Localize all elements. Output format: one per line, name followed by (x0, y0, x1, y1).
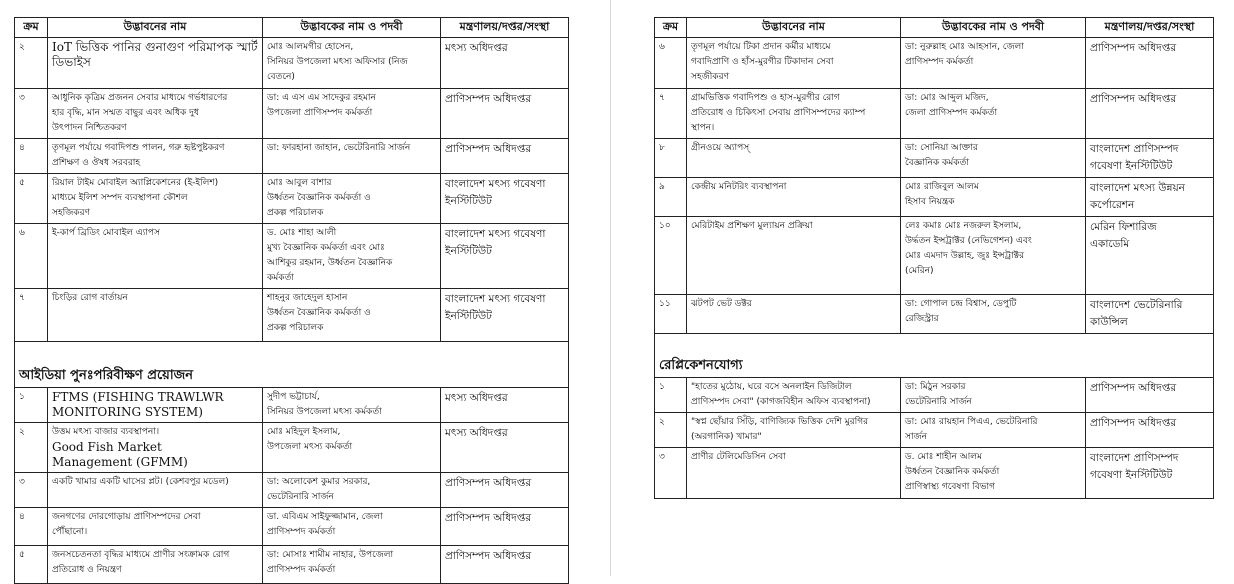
table-row (15, 289, 569, 342)
innovator-cell: ডা. এবিএম সাইফুজ্জামান, জেলা প্রাণিসম্পদ কর্মকর্তা (263, 508, 441, 546)
serial-cell: ২ (655, 413, 687, 448)
innovation-table-left (14, 17, 569, 584)
serial-cell: ৭ (655, 89, 687, 139)
innovator-cell: ড. মোঃ শাহীন আলম উর্ধ্বতন বৈজ্ঞানিক কর্মকর্তা প্রাণিস্বাস্থ্য গবেষণা বিভাগ (901, 448, 1086, 499)
innovation-name-cell: গ্রীনওয়ে অ্যাপস্ (687, 139, 901, 178)
serial-cell: ৪ (15, 139, 48, 174)
organization-cell: প্রাণিসম্পদ অধিদপ্তর (441, 508, 569, 546)
innovation-name-bn: উত্তম মৎস্য বাজার ব্যবস্থাপনা। (52, 427, 160, 437)
innovation-name-cell: ঝটপট ভেট ডক্টর (687, 295, 901, 334)
organization-cell: প্রাণিসম্পদ অধিদপ্তর (1086, 89, 1214, 139)
serial-cell: ১ (15, 388, 48, 423)
table-row (655, 38, 1214, 89)
innovator-cell: ডা: মোঃ রায়হান পিএএ, ভেটেরিনারি সার্জন (901, 413, 1086, 448)
header-organization: মন্ত্রণালয়/দপ্তর/সংস্থা (441, 18, 569, 38)
innovator-cell: ডা: ফারহানা জাহান, ভেটেরিনারি সার্জন (263, 139, 441, 174)
innovator-cell: ডা: সোনিয়া আক্তার বৈজ্ঞানিক কর্মকর্তা (901, 139, 1086, 178)
innovator-cell: মোঃ মহিদুল ইসলাম, উপজেলা মৎস্য কর্মকর্তা (263, 423, 441, 473)
innovation-name-cell: ই-কার্প ব্রিডিং মোবাইল এ্যাপস (48, 224, 263, 289)
organization-cell: বাংলাদেশ মৎস্য গবেষণা ইনস্টিটিউট (441, 224, 569, 289)
table-row (655, 217, 1214, 295)
organization-cell: প্রাণিসম্পদ অধিদপ্তর (1086, 378, 1214, 413)
innovation-name-cell: FTMS (FISHING TRAWLWR MONITORING SYSTEM) (48, 388, 263, 423)
innovator-cell: মোঃ আবুল বাশার উর্ধ্বতন বৈজ্ঞানিক কর্মকর্তা ও প্রকল্প পরিচালক (263, 174, 441, 224)
innovator-cell: ড. মোঃ শাহা আলী মুখ্য বৈজ্ঞানিক কর্মকর্তা এবং মোঃ আশিকুর রহমান, উর্ধ্বতন বৈজ্ঞানিক কর্মকর্তা (263, 224, 441, 289)
innovator-cell: ডা: মিঠুন সরকার ভেটেরিনারি সার্জন (901, 378, 1086, 413)
table-row (655, 378, 1214, 413)
table-row (15, 423, 569, 473)
organization-cell: বাংলাদেশ প্রাণিসম্পদ গবেষণা ইনস্টিটিউট (1086, 139, 1214, 178)
table-row (15, 139, 569, 174)
innovator-cell: ডা: নুরুল্লাহ মোঃ আহসান, জেলা প্রাণিসম্পদ কর্মকর্তা (901, 38, 1086, 89)
innovator-cell: ডা: গোপাল চন্দ্র বিশ্বাস, ডেপুটি রেজিস্ট্রার (901, 295, 1086, 334)
table-row (15, 388, 569, 423)
innovation-name-cell: আধুনিক কৃত্রিম প্রজনন সেবার মাধ্যমে গর্ভধারণের হার বৃদ্ধি, মান সম্মত বাছুর এবং অধিক দুধ উৎপাদন নিশ্চিতকরণ (48, 89, 263, 139)
section-row (655, 334, 1214, 378)
innovation-name-cell: রিয়াল টাইম মোবাইল অ্যাপ্লিকেশনের (ই-ইলিশ) মাধ্যমে ইলিশ সম্পদ ব্যবস্থাপনা কৌশল সহজিকরণ (48, 174, 263, 224)
innovation-name-cell: IoT ভিত্তিক পানির গুনাগুণ পরিমাপক স্মার্ট ডিভাইস (48, 38, 263, 89)
serial-cell: ২ (15, 423, 48, 473)
organization-cell: বাংলাদেশ মৎস্য গবেষণা ইনস্টিটিউট (441, 289, 569, 342)
header-innovator: উদ্ভাবকের নাম ও পদবী (263, 18, 441, 38)
organization-cell: মৎস্য অধিদপ্তর (441, 38, 569, 89)
innovation-table-right (654, 17, 1214, 499)
serial-cell: ৮ (655, 139, 687, 178)
innovation-name-cell (48, 423, 263, 473)
table-row (15, 224, 569, 289)
table-row (15, 546, 569, 584)
innovator-cell: মোঃ আলমগীর হোসেন, সিনিয়র উপজেলা মৎস্য অফিসার (নিজ বেতনে) (263, 38, 441, 89)
innovator-cell: ডা: মোঃ আব্দুল মজিদ, জেলা প্রাণিসম্পদ কর্মকর্তা (901, 89, 1086, 139)
serial-cell: ২ (15, 38, 48, 89)
organization-cell: বাংলাদেশ ভেটেরিনারি কাউন্সিল (1086, 295, 1214, 334)
innovator-cell: লেঃ কমাঃ মোঃ নজরুল ইসলাম, উর্দ্ধতন ইন্সট্রাক্টর (নেভিগেশন) এবং মোঃ এমদাদ উল্লাহ, জুঃ ইন্সট্রাক্টর (মেরিন) (901, 217, 1086, 295)
header-innovation-name: উদ্ভাবনের নাম (687, 18, 901, 38)
table-row (15, 89, 569, 139)
organization-cell: প্রাণিসম্পদ অধিদপ্তর (1086, 413, 1214, 448)
serial-cell: ১০ (655, 217, 687, 295)
organization-cell: প্রাণিসম্পদ অধিদপ্তর (1086, 38, 1214, 89)
innovation-name-cell: প্রাণীর টেলিমেডিসিন সেবা (687, 448, 901, 499)
organization-cell: মৎস্য অধিদপ্তর (441, 423, 569, 473)
innovator-cell: ডা: এ এস এম সাদেকুর রহমান উপজেলা প্রাণিসম্পদ কর্মকর্তা (263, 89, 441, 139)
organization-cell: প্রাণিসম্পদ অধিদপ্তর (441, 139, 569, 174)
header-serial: ক্রম (15, 18, 48, 38)
innovation-name-cell: জনসচেতনতা বৃদ্ধির মাধ্যমে প্রাণীর সংক্রামক রোগ প্রতিরোধ ও নিয়ন্ত্রণ (48, 546, 263, 584)
innovation-name-cell: একটি খামার একটি ঘাসের প্লট। (কেশবপুর মডেল) (48, 473, 263, 508)
innovator-cell: ডা: মোসাঃ শামীম নাহার, উপজেলা প্রাণিসম্পদ কর্মকর্তা (263, 546, 441, 584)
table-header-row (15, 18, 569, 38)
organization-cell: বাংলাদেশ প্রাণিসম্পদ গবেষণা ইনস্টিটিউট (1086, 448, 1214, 499)
innovation-name-cell: তৃণমূল পর্যায়ে গবাদিপশু পালন, গরু হৃষ্টপুষ্টকরণ প্রশিক্ষণ ও ঔষধ সরবরাহ (48, 139, 263, 174)
serial-cell: ১ (655, 378, 687, 413)
header-serial: ক্রম (655, 18, 687, 38)
table-row (655, 448, 1214, 499)
innovation-name-cell: গ্রামভিত্তিক গবাদিপশু ও হাস-মুরগীর রোগ প্রতিরোধ ও চিকিৎসা সেবায় প্রাণিসম্পদের ক্যাম্প স্থাপন। (687, 89, 901, 139)
table-row (15, 508, 569, 546)
serial-cell: ৫ (15, 174, 48, 224)
serial-cell: ৩ (655, 448, 687, 499)
header-organization: মন্ত্রণালয়/দপ্তর/সংস্থা (1086, 18, 1214, 38)
serial-cell: ৯ (655, 178, 687, 217)
header-innovator: উদ্ভাবকের নাম ও পদবী (901, 18, 1086, 38)
table-header-row (655, 18, 1214, 38)
table-row (655, 139, 1214, 178)
serial-cell: ৭ (15, 289, 48, 342)
innovation-name-cell: চিংড়ির রোগ বার্তায়ন (48, 289, 263, 342)
organization-cell: বাংলাদেশ মৎস্য গবেষণা ইনস্টিটিউট (441, 174, 569, 224)
serial-cell: ৩ (15, 89, 48, 139)
serial-cell: ৬ (15, 224, 48, 289)
header-innovation-name: উদ্ভাবনের নাম (48, 18, 263, 38)
table-row (15, 174, 569, 224)
innovator-cell: সুদীপ ভট্টাচার্য, সিনিয়র উপজেলা মৎস্য কর্মকর্তা (263, 388, 441, 423)
organization-cell: প্রাণিসম্পদ অধিদপ্তর (441, 546, 569, 584)
table-row (655, 178, 1214, 217)
organization-cell: মেরিন ফিশারিজ একাডেমি (1086, 217, 1214, 295)
innovation-name-cell: তৃণমূল পর্যায়ে টিকা প্রদান কর্মীর মাধ্যমে গবাদিপ্রাণি ও হাঁস-মুরগীর টিকাদান সেবা সহজীকরণ (687, 38, 901, 89)
table-row (655, 89, 1214, 139)
page-divider (610, 0, 611, 576)
organization-cell: প্রাণিসম্পদ অধিদপ্তর (441, 473, 569, 508)
organization-cell: প্রাণিসম্পদ অধিদপ্তর (441, 89, 569, 139)
innovator-cell: শাহনুর জাহেদুল হাসান উর্ধ্বতন বৈজ্ঞানিক কর্মকর্তা ও প্রকল্প পরিচালক (263, 289, 441, 342)
innovation-name-cell: "হাতের মুঠোয়, ঘরে বসে অনলাইন ডিজিটাল প্রাণিসম্পদ সেবা" (কাগজবিহীন অফিস ব্যবস্থাপনা) (687, 378, 901, 413)
serial-cell: ১১ (655, 295, 687, 334)
serial-cell: ৫ (15, 546, 48, 584)
section-title: রেপ্লিকেশনযোগ্য (655, 334, 1214, 378)
innovation-name-cell: জনগণের দোরগোড়ায় প্রাণিসম্পদের সেবা পৌঁছানো। (48, 508, 263, 546)
innovation-name-cell: মেরিটাইম প্রশিক্ষণ মুল্যায়ন প্রক্রিয়া (687, 217, 901, 295)
innovation-name-cell: কেন্দ্রীয় মনিটরিং ব্যবস্থাপনা (687, 178, 901, 217)
serial-cell: ৩ (15, 473, 48, 508)
table-row (15, 473, 569, 508)
innovator-cell: ডা: অলোকেশ কুমার সরকার, ভেটেরিনারি সার্জন (263, 473, 441, 508)
innovation-name-cell: "স্বপ্ন ছোঁয়ার সিঁড়ি, বাণিজ্যিক ভিত্তিক দেশি মুরগির (অরগানিক) খামার" (687, 413, 901, 448)
innovator-cell: মোঃ রাজিবুল আলম হিসাব নিয়ন্ত্রক (901, 178, 1086, 217)
section-title: আইডিয়া পুনঃপরিবীক্ষণ প্রয়োজন (15, 342, 569, 388)
section-row (15, 342, 569, 388)
table-row (655, 413, 1214, 448)
innovation-name-en: Good Fish Market Management (GFMM) (52, 440, 188, 469)
organization-cell: মৎস্য অধিদপ্তর (441, 388, 569, 423)
organization-cell: বাংলাদেশ মৎস্য উন্নয়ন কর্পোরেশন (1086, 178, 1214, 217)
table-row (15, 38, 569, 89)
serial-cell: ৬ (655, 38, 687, 89)
table-row (655, 295, 1214, 334)
serial-cell: ৪ (15, 508, 48, 546)
